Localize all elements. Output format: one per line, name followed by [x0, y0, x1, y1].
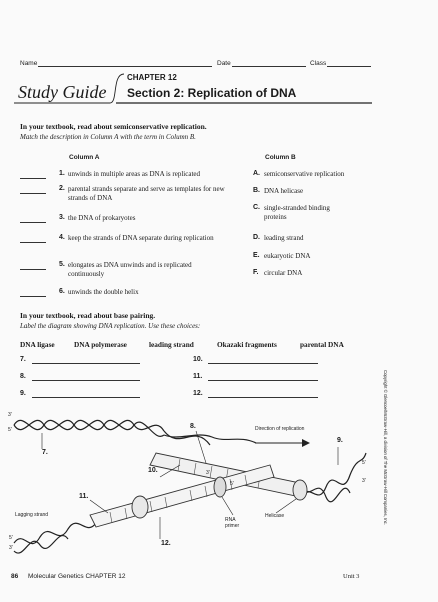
strand-end-label: 5': [362, 460, 366, 466]
strand-end-label: 3': [8, 412, 12, 418]
class-label: Class: [310, 60, 327, 67]
study-guide-title: Study Guide: [18, 82, 107, 102]
strand-end-label: 3': [362, 478, 366, 484]
blank-number: 11.: [193, 373, 203, 380]
blank-number: 8.: [20, 373, 26, 380]
column-b-item: DNA helicase: [264, 187, 304, 195]
date-label: Date: [217, 60, 231, 67]
name-label: Name: [20, 60, 38, 67]
answer-blank-12[interactable]: [208, 397, 318, 398]
answer-blank-6[interactable]: [20, 296, 46, 297]
column-b-item: eukaryotic DNA: [264, 252, 311, 260]
part1-intro: In your textbook, read about semiconservative replication.: [20, 122, 207, 131]
name-field[interactable]: [38, 66, 212, 67]
diagram-label-7: 7.: [42, 449, 48, 456]
diagram-label-9: 9.: [337, 437, 343, 444]
strand-end-label: 5': [8, 427, 12, 433]
lagging-strand-label: Lagging strand: [15, 512, 49, 518]
copyright-notice: Copyright © Glencoe/McGraw-Hill, a division of The McGraw-Hill Companies, Inc.: [383, 370, 388, 525]
answer-blank-8[interactable]: [32, 380, 140, 381]
answer-blank-2[interactable]: [20, 193, 46, 194]
diagram-label-11: 11.: [79, 493, 89, 500]
column-b-heading: Column B: [265, 154, 296, 161]
class-field[interactable]: [327, 66, 371, 67]
item-number: 1.: [59, 170, 65, 177]
answer-blank-4[interactable]: [20, 242, 46, 243]
choice-leading-strand: leading strand: [149, 340, 194, 349]
answer-blank-11[interactable]: [208, 380, 318, 381]
dna-replication-diagram: [0, 405, 438, 565]
part2-instruction: Label the diagram showing DNA replication. Use these choices:: [20, 322, 201, 330]
footer-book-title: Molecular Genetics CHAPTER 12: [28, 573, 126, 580]
item-letter: B.: [253, 187, 260, 194]
strand-end-label: 3': [206, 470, 210, 476]
item-number: 5.: [59, 261, 65, 268]
column-a-item: keep the strands of DNA separate during replication: [68, 234, 214, 242]
column-a-item: parental strands separate and serve as templates for new strands of DNA: [68, 185, 225, 202]
strand-end-label: 5': [230, 481, 234, 487]
answer-blank-5[interactable]: [20, 269, 46, 270]
answer-blank-1[interactable]: [20, 178, 46, 179]
date-field[interactable]: [232, 66, 306, 67]
helicase-label: Helicase: [265, 513, 285, 519]
blank-number: 10.: [193, 356, 203, 363]
page-number: 86: [11, 573, 19, 580]
column-a-item: elongates as DNA unwinds and is replicated continuously: [68, 261, 192, 278]
diagram-label-8: 8.: [190, 423, 196, 430]
column-a-item: unwinds in multiple areas as DNA is replicated: [68, 170, 200, 178]
item-number: 4.: [59, 234, 65, 241]
item-number: 6.: [59, 288, 65, 295]
diagram-label-12: 12.: [161, 540, 171, 547]
column-b-item: semiconservative replication: [264, 170, 345, 178]
item-number: 3.: [59, 214, 65, 221]
chapter-label: CHAPTER 12: [127, 73, 177, 82]
footer-unit: Unit 3: [343, 573, 360, 580]
direction-of-replication-label: Direction of replication: [255, 426, 305, 432]
answer-blank-7[interactable]: [32, 363, 140, 364]
item-letter: E.: [253, 252, 260, 259]
column-a-item: unwinds the double helix: [68, 288, 139, 296]
item-letter: A.: [253, 170, 260, 177]
item-number: 2.: [59, 185, 65, 192]
blank-number: 12.: [193, 390, 203, 397]
strand-end-label: 5': [9, 535, 13, 541]
section-title: Section 2: Replication of DNA: [127, 86, 297, 100]
column-b-item: single-stranded binding proteins: [264, 204, 330, 221]
strand-end-label: 3': [9, 545, 13, 551]
diagram-label-10: 10.: [148, 467, 158, 474]
part2-intro: In your textbook, read about base pairing.: [20, 311, 156, 320]
blank-number: 9.: [20, 390, 26, 397]
choice-parental-dna: parental DNA: [300, 340, 344, 349]
column-b-item: circular DNA: [264, 269, 303, 277]
rna-primer-label: RNA primer: [225, 517, 240, 529]
answer-blank-9[interactable]: [32, 397, 140, 398]
answer-blank-10[interactable]: [208, 363, 318, 364]
answer-blank-3[interactable]: [20, 222, 46, 223]
column-b-item: leading strand: [264, 234, 304, 242]
item-letter: C.: [253, 204, 260, 211]
choice-dna-ligase: DNA ligase: [20, 340, 55, 349]
choice-dna-polymerase: DNA polymerase: [74, 340, 127, 349]
column-a-item: the DNA of prokaryotes: [68, 214, 136, 222]
column-a-heading: Column A: [69, 154, 100, 161]
blank-number: 7.: [20, 356, 26, 363]
choice-okazaki-fragments: Okazaki fragments: [217, 340, 277, 349]
item-letter: F.: [253, 269, 259, 276]
part1-instruction: Match the description in Column A with the term in Column B.: [20, 133, 196, 141]
item-letter: D.: [253, 234, 260, 241]
